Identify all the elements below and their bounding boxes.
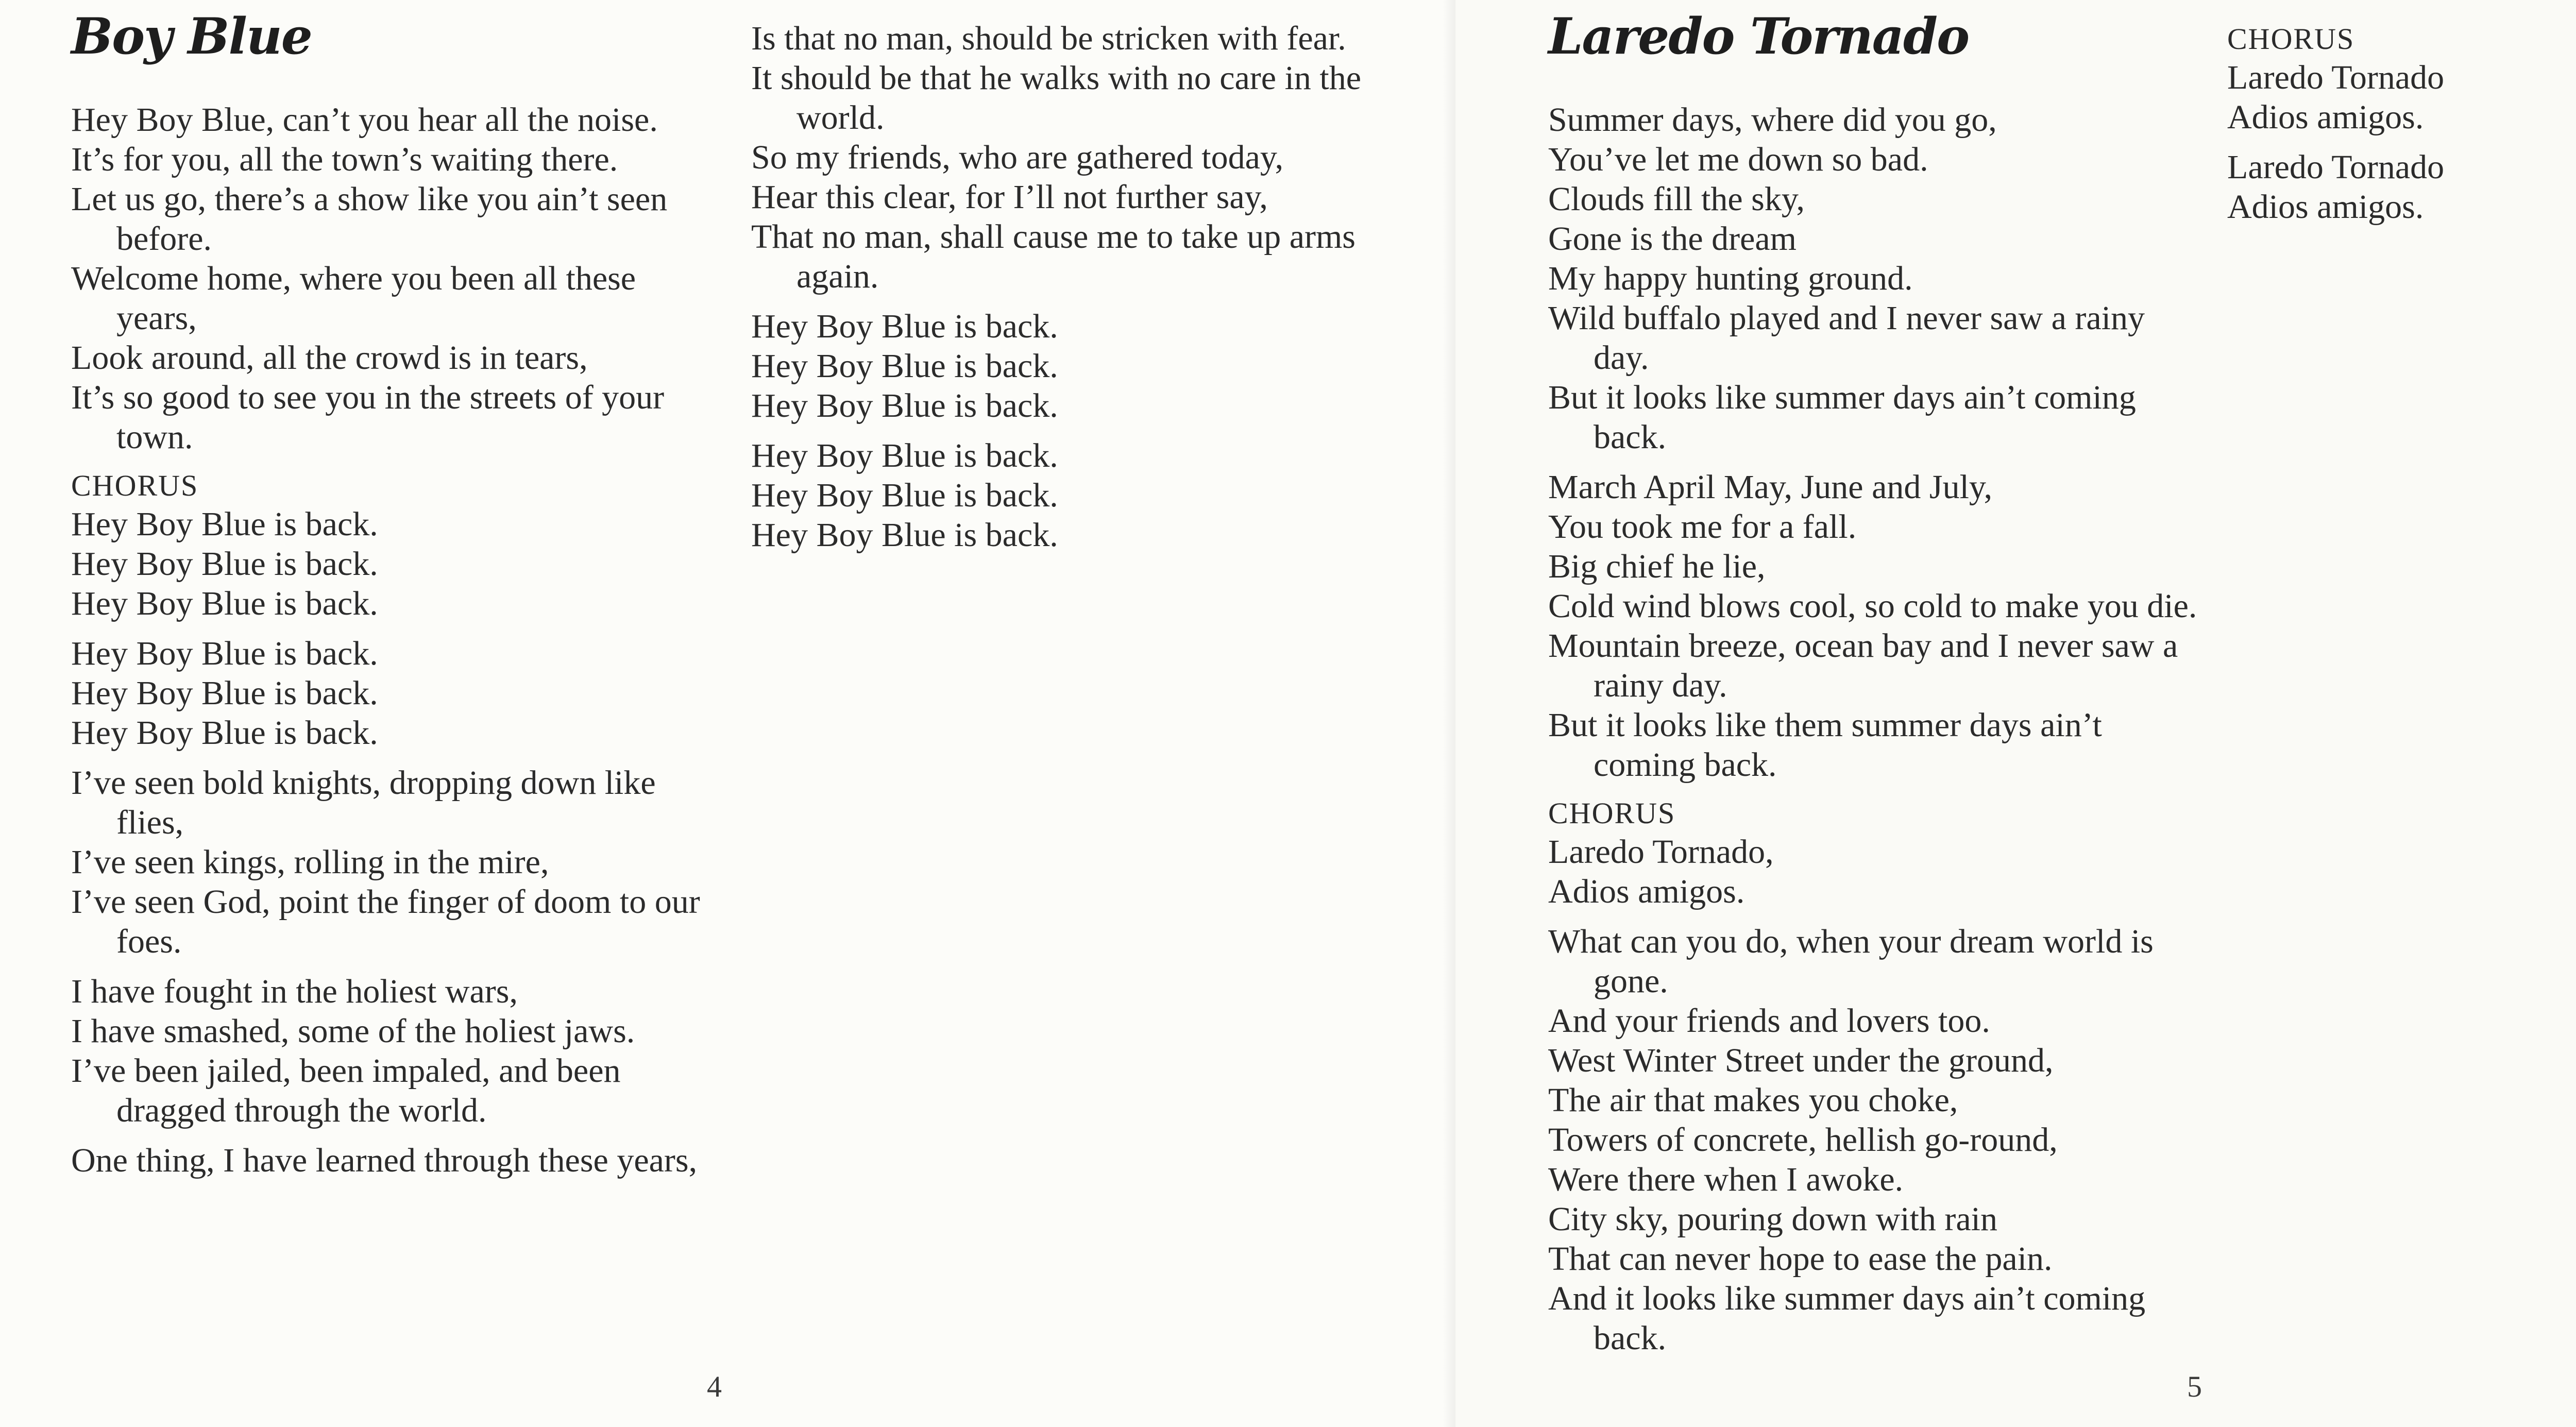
lyric-line: Hey Boy Blue, can’t you hear all the noise. (71, 100, 658, 139)
lyric-line: And your friends and lovers too. (1548, 1001, 1990, 1040)
lyric-line: Mountain breeze, ocean bay and I never saw a rainy day. (1548, 626, 2178, 704)
lyric-line: Wild buffalo played and I never saw a rainy day. (1548, 299, 2145, 377)
lyric-line: Laredo Tornado, (1548, 833, 1774, 871)
stanza (71, 972, 710, 1130)
lyric-line: You took me for a fall. (1548, 507, 1857, 546)
lyric-line: Hey Boy Blue is back. (71, 714, 378, 752)
stanza (1548, 100, 2208, 457)
chorus-label: CHORUS (1548, 796, 1676, 830)
lyric-line: Adios amigos. (2227, 98, 2424, 136)
lyric-line: My happy hunting ground. (1548, 259, 1913, 297)
lyric-line: It should be that he walks with no care in the world. (751, 59, 1362, 137)
right-page (1455, 0, 2576, 1427)
lyric-line: I’ve seen kings, rolling in the mire, (71, 843, 549, 881)
lyric-line: Laredo Tornado (2227, 59, 2445, 96)
stanza (1548, 832, 2208, 911)
lyrics-block (71, 100, 710, 457)
stanza (1548, 922, 2208, 1358)
song-title: Laredo Tornado (1548, 7, 1969, 65)
lyric-line: Gone is the dream (1548, 219, 1797, 258)
lyric-line: Towers of concrete, hellish go-round, (1548, 1120, 2058, 1159)
lyric-line: Were there when I awoke. (1548, 1160, 1904, 1198)
lyric-line: Is that no man, should be stricken with fear. (751, 20, 1346, 57)
lyrics-block (751, 19, 1421, 555)
lyric-line: I’ve seen God, point the finger of doom to our foes. (71, 882, 700, 960)
lyric-line: The air that makes you choke, (1548, 1081, 1958, 1119)
chorus-label: CHORUS (2227, 22, 2355, 56)
lyric-line: Welcome home, where you been all these years, (71, 259, 636, 337)
lyric-line: West Winter Street under the ground, (1548, 1041, 2054, 1079)
lyric-line: But it looks like summer days ain’t coming back. (1548, 378, 2136, 456)
lyric-line: Cold wind blows cool, so cold to make you die. (1548, 587, 2197, 625)
lyric-line: Hey Boy Blue is back. (751, 516, 1058, 554)
page-number: 4 (707, 1370, 722, 1403)
lyric-line: It’s so good to see you in the streets of your town. (71, 378, 665, 456)
stanza (751, 436, 1421, 555)
stanza (751, 307, 1421, 426)
lyric-line: Hey Boy Blue is back. (71, 505, 378, 543)
page-number: 5 (2187, 1370, 2202, 1403)
lyric-line: And it looks like summer days ain’t coming back. (1548, 1279, 2146, 1357)
lyric-line: That can never hope to ease the pain. (1548, 1239, 2053, 1278)
stanza (71, 763, 710, 961)
stanza (71, 504, 710, 623)
stanza (71, 1141, 710, 1180)
lyric-line: So my friends, who are gathered today, (751, 139, 1284, 176)
lyric-line: Hey Boy Blue is back. (71, 545, 378, 583)
lyric-line: Hey Boy Blue is back. (71, 584, 378, 622)
lyric-line: I have smashed, some of the holiest jaws. (71, 1012, 635, 1050)
stanza (751, 19, 1421, 296)
lyrics-block (71, 504, 710, 1180)
stanza (71, 634, 710, 753)
stanza (1548, 467, 2208, 785)
lyric-line: I’ve seen bold knights, dropping down like flies, (71, 763, 656, 841)
laredo-tornado-column-2 (2227, 21, 2576, 237)
lyric-line: Hey Boy Blue is back. (751, 347, 1058, 385)
stanza (2227, 147, 2576, 227)
song-title: Boy Blue (71, 7, 312, 65)
lyric-line: Hey Boy Blue is back. (751, 437, 1058, 474)
lyric-line: Adios amigos. (1548, 872, 1745, 910)
lyric-line: Look around, all the crowd is in tears, (71, 338, 588, 377)
lyric-line: City sky, pouring down with rain (1548, 1200, 1998, 1238)
lyric-line: I’ve been jailed, been impaled, and been dragged through the world. (71, 1051, 621, 1129)
lyric-line: Laredo Tornado (2227, 148, 2445, 186)
lyric-line: Big chief he lie, (1548, 547, 1766, 585)
lyrics-block (2227, 58, 2576, 227)
chorus-label: CHORUS (71, 468, 199, 502)
lyric-line: March April May, June and July, (1548, 468, 1993, 506)
lyric-line: I have fought in the holiest wars, (71, 972, 518, 1010)
lyrics-block (1548, 100, 2208, 785)
stanza (2227, 58, 2576, 137)
lyric-line: One thing, I have learned through these years, (71, 1141, 698, 1179)
lyric-line: It’s for you, all the town’s waiting there. (71, 140, 618, 178)
boy-blue-column-1 (71, 9, 710, 1191)
lyric-line: Hey Boy Blue is back. (751, 308, 1058, 345)
lyric-line: Hey Boy Blue is back. (71, 634, 378, 672)
lyric-line: Clouds fill the sky, (1548, 180, 1805, 218)
lyric-line: Let us go, there’s a show like you ain’t seen before. (71, 180, 668, 258)
lyric-line: Hear this clear, for I’ll not further say, (751, 178, 1268, 216)
lyric-line: You’ve let me down so bad. (1548, 140, 1928, 178)
lyrics-block (1548, 832, 2208, 1358)
lyric-line: That no man, shall cause me to take up arms again. (751, 218, 1355, 295)
lyric-line: Hey Boy Blue is back. (71, 674, 378, 712)
stanza (71, 100, 710, 457)
lyric-line: But it looks like them summer days ain’t coming back. (1548, 706, 2102, 784)
laredo-tornado-column-1 (1548, 9, 2208, 1368)
lyric-line: Hey Boy Blue is back. (751, 387, 1058, 424)
lyric-line: Summer days, where did you go, (1548, 100, 1997, 139)
lyric-line: Adios amigos. (2227, 188, 2424, 226)
lyric-line: Hey Boy Blue is back. (751, 477, 1058, 514)
lyric-line: What can you do, when your dream world is gone. (1548, 922, 2154, 1000)
boy-blue-column-2 (751, 19, 1421, 565)
